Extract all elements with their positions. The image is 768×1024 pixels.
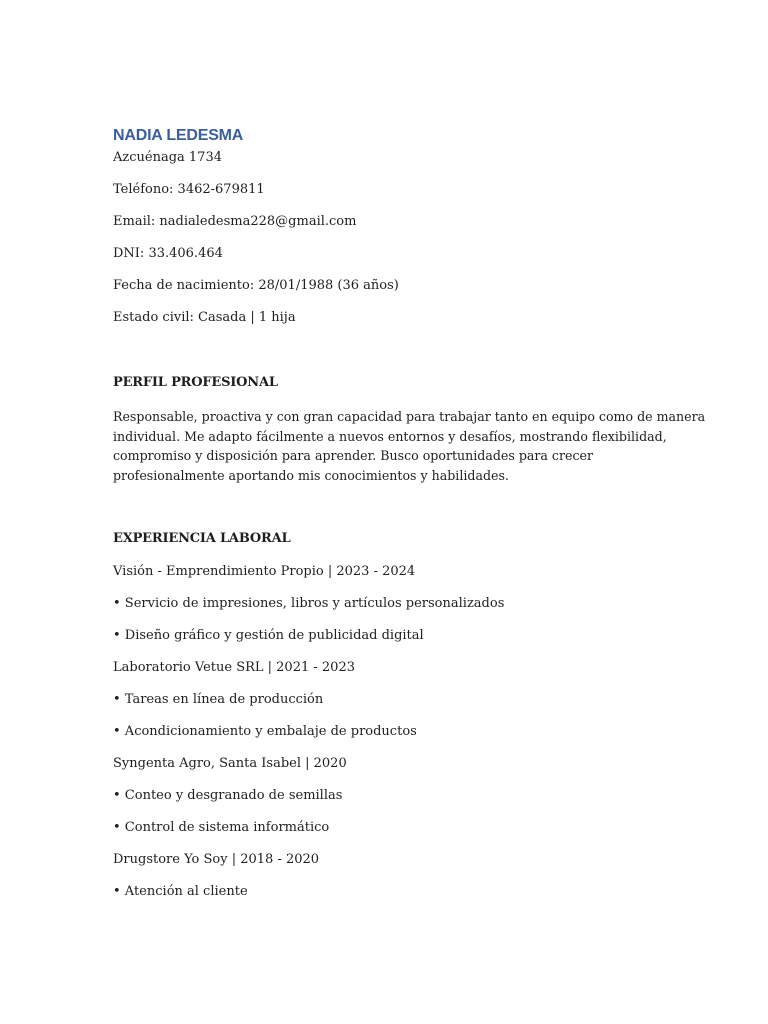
profile-heading: PERFIL PROFESIONAL [113, 375, 278, 390]
job-title: Visión - Emprendimiento Propio | 2023 - 2024 [113, 564, 416, 579]
job-task: • Conteo y desgranado de semillas [113, 788, 343, 803]
profile-paragraph [113, 407, 706, 485]
phone-line: Teléfono: 3462-679811 [113, 182, 265, 197]
dni-line: DNI: 33.406.464 [113, 246, 223, 261]
profile-line: profesionalmente aportando mis conocimientos y habilidades. [113, 467, 509, 483]
job-task: • Diseño gráfico y gestión de publicidad digital [113, 628, 424, 643]
candidate-name: NADIA LEDESMA [113, 127, 244, 144]
profile-line: individual. Me adapto fácilmente a nuevos entornos y desafíos, mostrando flexibilidad, [113, 428, 667, 444]
job-task: • Tareas en línea de producción [113, 692, 324, 707]
job-title: Laboratorio Vetue SRL | 2021 - 2023 [113, 660, 355, 675]
experience-heading: EXPERIENCIA LABORAL [113, 531, 291, 546]
address-line: Azcuénaga 1734 [113, 150, 222, 165]
job-title: Drugstore Yo Soy | 2018 - 2020 [113, 852, 320, 867]
job-title: Syngenta Agro, Santa Isabel | 2020 [113, 756, 347, 771]
job-task: • Acondicionamiento y embalaje de productos [113, 724, 417, 739]
profile-line: Responsable, proactiva y con gran capacidad para trabajar tanto en equipo como de manera [113, 409, 706, 424]
job-task: • Control de sistema informático [113, 820, 330, 835]
job-task: • Atención al cliente [113, 884, 248, 899]
birth-date-line: Fecha de nacimiento: 28/01/1988 (36 años) [113, 278, 399, 293]
profile-line: compromiso y disposición para aprender. Busco oportunidades para crecer [113, 448, 593, 463]
civil-status-line: Estado civil: Casada | 1 hija [113, 310, 296, 325]
email-line: Email: nadialedesma228@gmail.com [113, 214, 357, 229]
job-task: • Servicio de impresiones, libros y artículos personalizados [113, 596, 505, 611]
